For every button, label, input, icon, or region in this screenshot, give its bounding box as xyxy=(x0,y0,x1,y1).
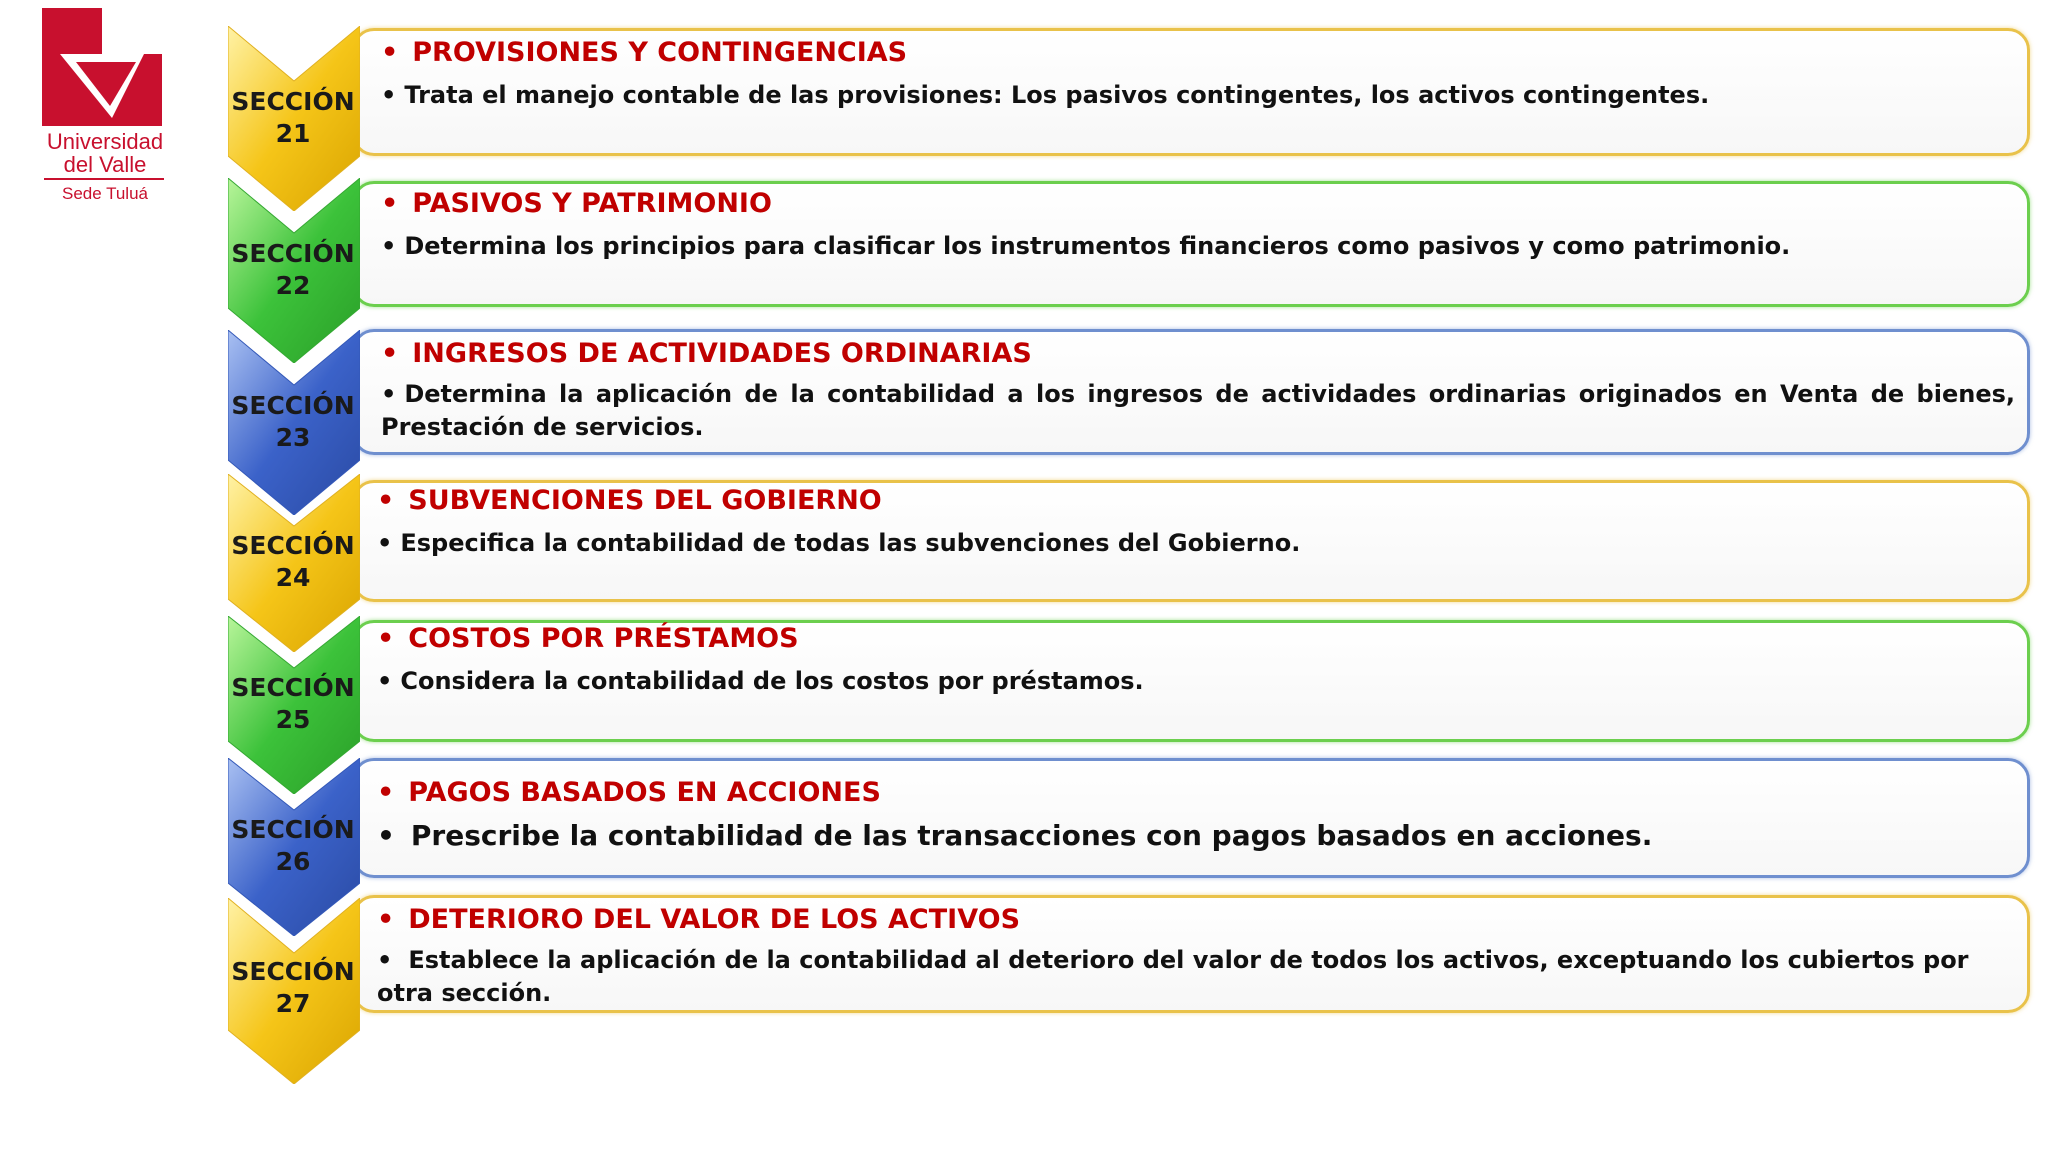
chevron-label-23: SECCIÓN 23 xyxy=(231,391,355,452)
bullet-icon: • xyxy=(377,623,395,654)
section-box-22 xyxy=(352,181,2030,307)
section-box-21 xyxy=(352,28,2030,156)
bullet-icon: • xyxy=(381,188,399,219)
section-description: • Especifica la contabilidad de todas las subvenciones del Gobierno. xyxy=(377,529,1301,557)
bullet-icon: • xyxy=(377,777,395,808)
bullet-icon: • xyxy=(377,529,393,557)
bullet-icon: • xyxy=(381,338,399,369)
bullet-icon: • xyxy=(381,380,397,408)
section-box-26 xyxy=(352,758,2030,878)
section-title: • DETERIORO DEL VALOR DE LOS ACTIVOS xyxy=(377,904,1021,935)
chevron-label-27: SECCIÓN 27 xyxy=(231,957,355,1018)
chevron-label-24: SECCIÓN 24 xyxy=(231,531,355,592)
section-title: • SUBVENCIONES DEL GOBIERNO xyxy=(377,485,882,516)
chevron-label-21: SECCIÓN 21 xyxy=(231,87,355,148)
chevron-label-22: SECCIÓN 22 xyxy=(231,239,355,300)
logo-university-text: Universidad xyxy=(46,129,164,154)
section-description: • Determina los principios para clasificar los instrumentos financieros como pasivos y como patrimonio. xyxy=(381,232,1791,260)
bullet-icon: • xyxy=(377,667,393,695)
section-box-27 xyxy=(352,895,2030,1013)
bullet-icon: • xyxy=(377,946,393,974)
bullet-icon: • xyxy=(381,37,399,68)
section-box-24 xyxy=(352,480,2030,602)
chevron-label-26: SECCIÓN 26 xyxy=(231,815,355,876)
section-title: • PROVISIONES Y CONTINGENCIAS xyxy=(381,37,908,68)
bullet-icon: • xyxy=(377,819,395,852)
section-description: • Determina la aplicación de la contabilidad a los ingresos de actividades ordinarias originados en Venta de bienes, Prestación de servicios. xyxy=(381,380,2015,441)
section-title: • PASIVOS Y PATRIMONIO xyxy=(381,188,772,219)
bullet-icon: • xyxy=(377,485,395,516)
section-description: • Establece la aplicación de la contabilidad al deterioro del valor de todos los activos, exceptuando los cubiertos por otra sección. xyxy=(377,946,1969,1007)
section-box-23 xyxy=(352,329,2030,455)
section-description: • Prescribe la contabilidad de las transacciones con pagos basados en acciones. xyxy=(377,819,1653,852)
section-box-25 xyxy=(352,620,2030,742)
section-description: • Considera la contabilidad de los costos por préstamos. xyxy=(377,667,1144,695)
section-title: • INGRESOS DE ACTIVIDADES ORDINARIAS xyxy=(381,338,1032,369)
bullet-icon: • xyxy=(381,232,397,260)
bullet-icon: • xyxy=(381,81,397,109)
logo-valle-text: del Valle xyxy=(63,152,147,177)
bullet-icon: • xyxy=(377,904,395,935)
section-title: • PAGOS BASADOS EN ACCIONES xyxy=(377,777,881,808)
chevron-label-25: SECCIÓN 25 xyxy=(231,673,355,734)
section-description: • Trata el manejo contable de las provisiones: Los pasivos contingentes, los activos contingentes. xyxy=(381,81,1710,109)
logo-campus-text: Sede Tuluá xyxy=(61,184,148,203)
section-title: • COSTOS POR PRÉSTAMOS xyxy=(377,623,799,654)
